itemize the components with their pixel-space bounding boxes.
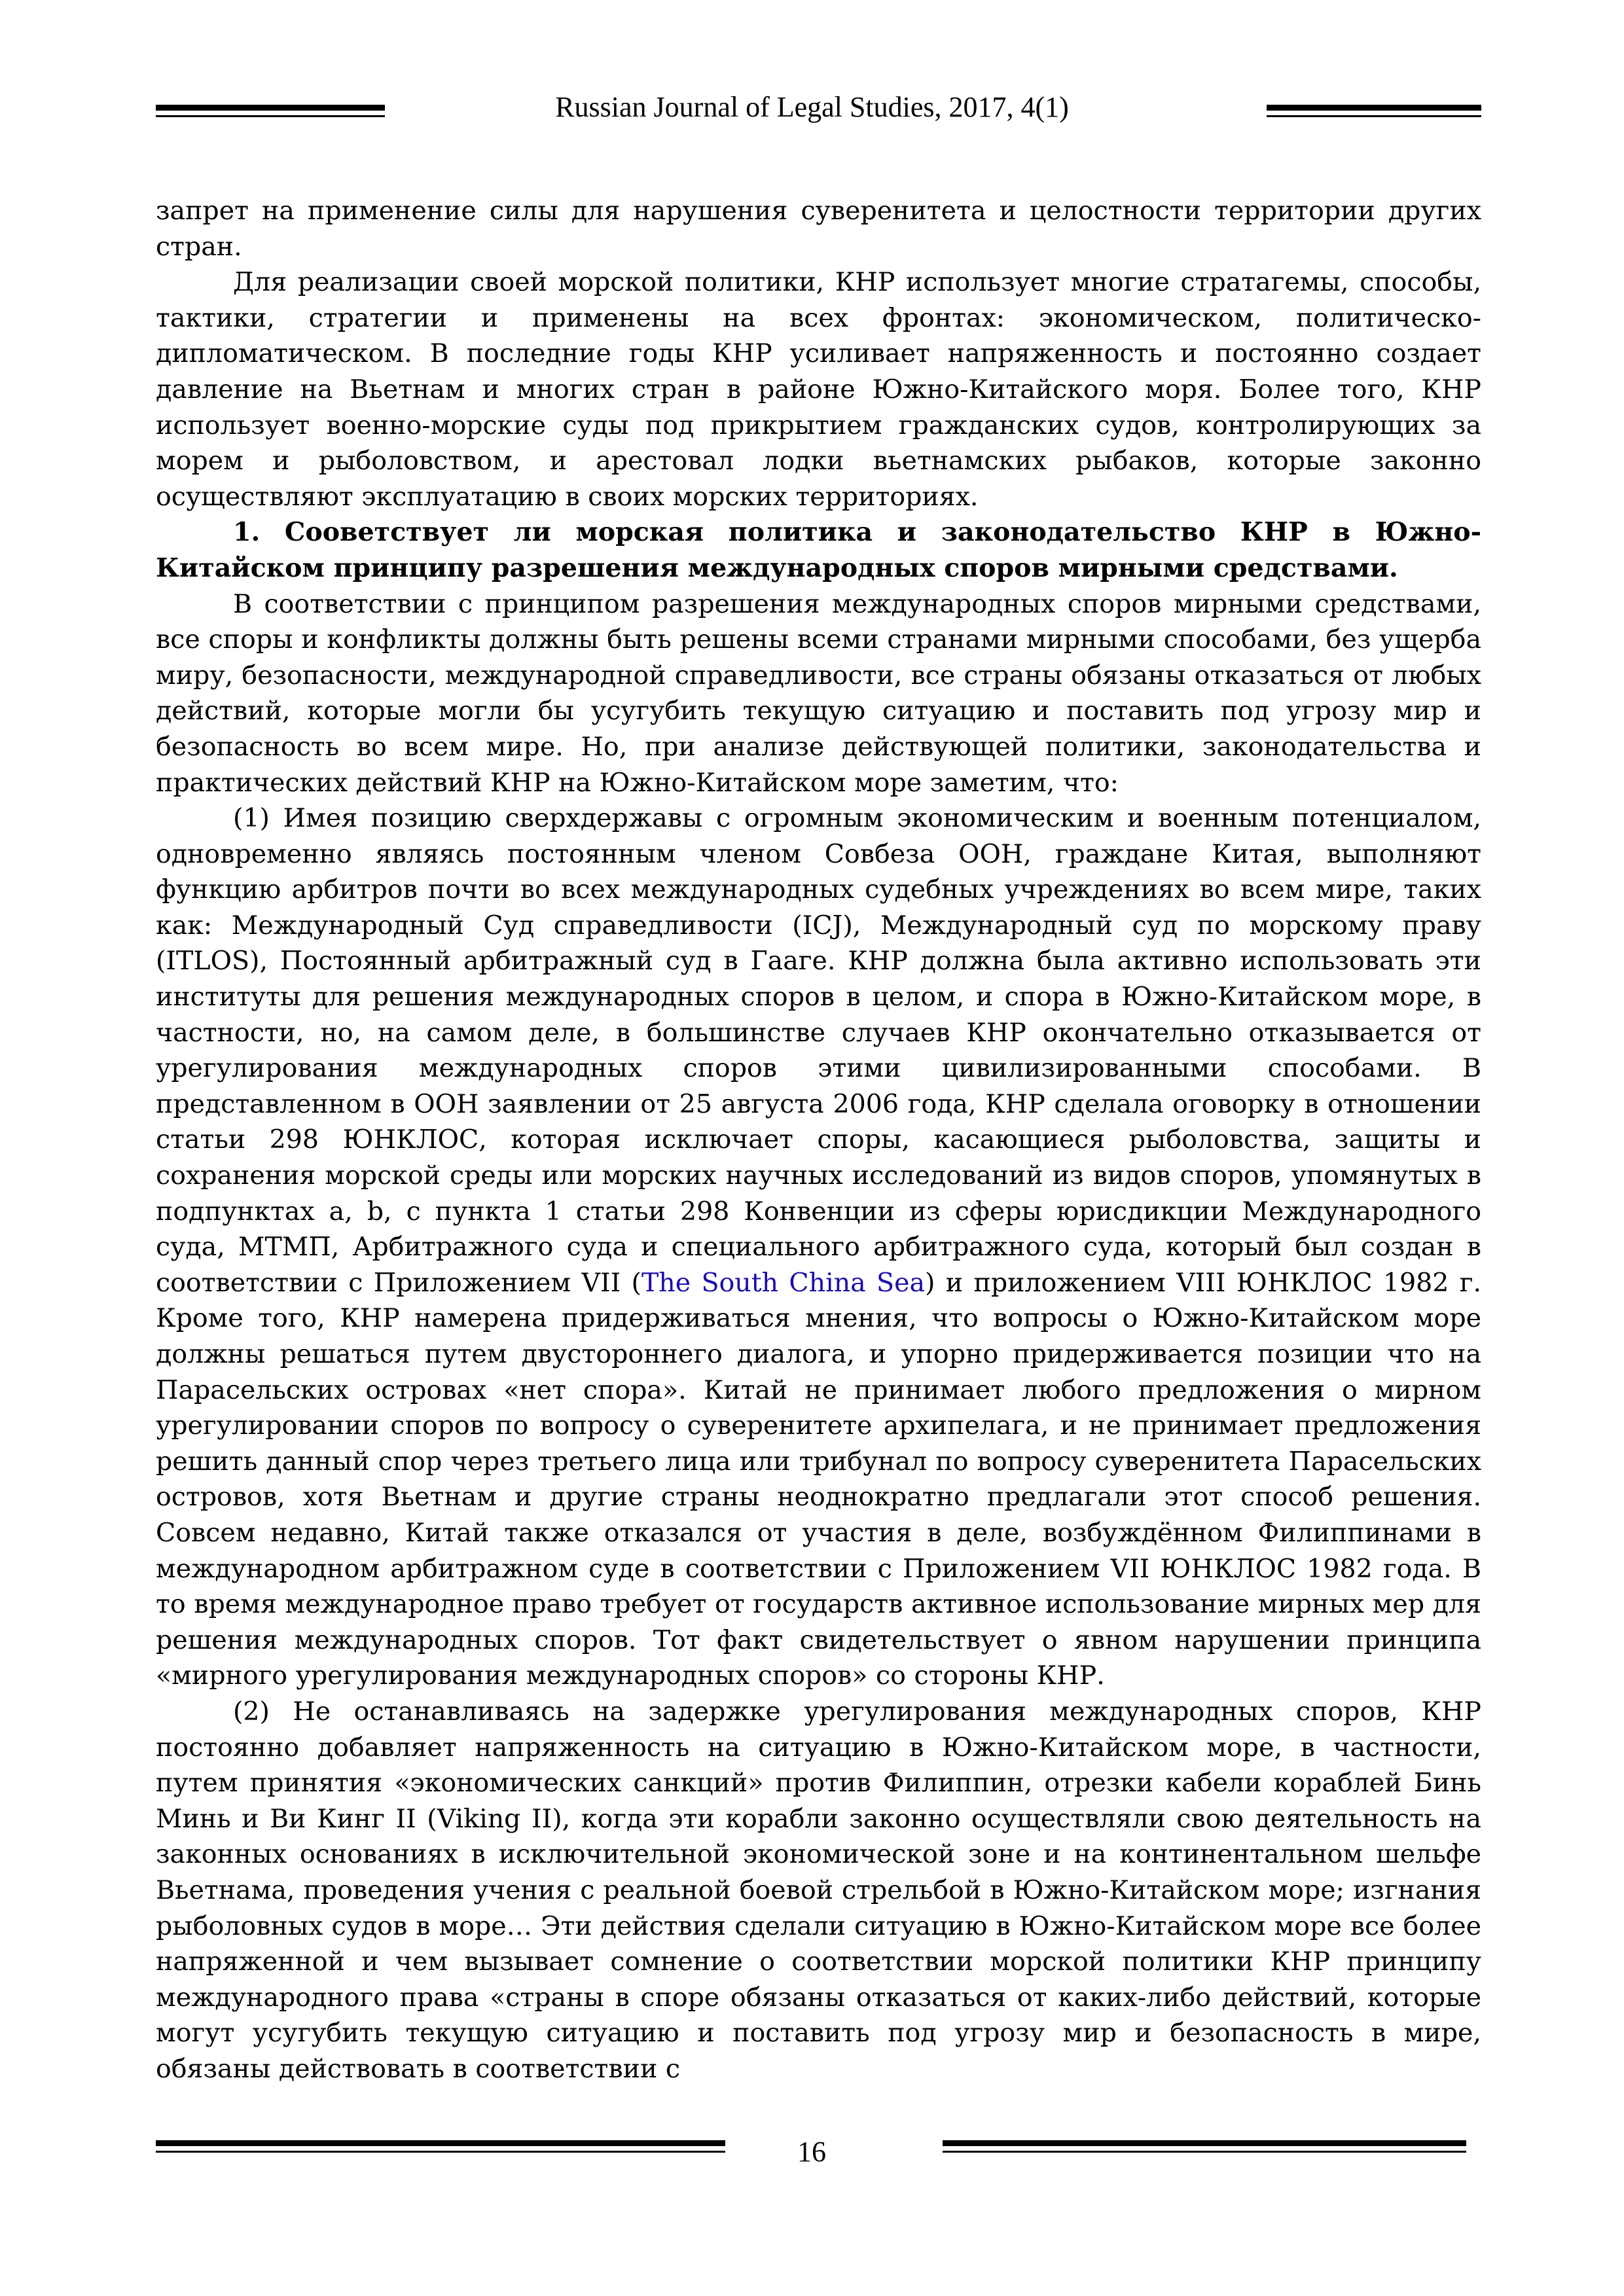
paragraph-4-part-b: ) и приложением VIII ЮНКЛОС 1982 г. Кроме того, КНР намерена придерживаться мнения, что вопросы о Южно-Китайском море должны решаться путем двустороннего диалога, и упорно придерживается позиции что на Парасельских островах «нет спора». Китай не принимает любого предложения о мирном урегулировании споров по вопросу о суверенитете архипелага, и не принимает предложения решить данный спор через третьего лица или трибунал по вопросу суверенитета Парасельских островов, хотя Вьетнам и другие страны неоднократно предлагали этот способ решения. Совсем недавно, Китай также отказался от участия в деле, возбуждённом Филиппинами в международном арбитражном суде в соответствии с Приложением VII ЮНКЛОС 1982 года. В то время международное право требует от государств активное использование мирных мер для решения международных споров. Тот факт свидетельствует о явном нарушении принципа «мирного урегулирования международных споров» со стороны КНР. — [156, 1267, 1482, 1691]
paragraph-5: (2) Не останавливаясь на задержке урегулирования международных споров, КНР постоянно добавляет напряженность на ситуацию в Южно-Китайском море, в частности, путем принятия «экономических санкций» против Филиппин, отрезки кабели кораблей Бинь Минь и Ви Кинг II (Viking II), когда эти корабли законно осуществляли свою деятельность на законных основаниях в исключительной экономической зоне и на континентальном шельфе Вьетнама, проведения учения с реальной боевой стрельбой в Южно-Китайском море; изгнания рыболовных судов в море… Эти действия сделали ситуацию в Южно-Китайском море все более напряженной и чем вызывает сомнение о соответствии морской политики КНР принципу международного права «страны в споре обязаны отказаться от каких-либо действий, которые могут усугубить текущую ситуацию и поставить под угрозу мир и безопасность в мире, обязаны действовать в соответствии с — [156, 1696, 1481, 2084]
paragraph-1: запрет на применение силы для нарушения суверенитета и целостности территории других стран. — [156, 196, 1481, 262]
header-rule-right — [1267, 105, 1481, 117]
footer-rule-left — [156, 2140, 725, 2153]
page-number: 16 — [797, 2136, 826, 2168]
paragraph-4 — [156, 800, 1481, 1694]
south-china-sea-link[interactable]: The South China Sea — [641, 1267, 926, 1298]
section-heading: 1. Сооветствует ли морская политика и законодательство КНР в Южно-Китайском принципу разрешения международных споров мирными средствами. — [156, 517, 1481, 583]
article-body — [156, 193, 1481, 2087]
paragraph-4-part-a: (1) Имея позицию сверхдержавы с огромным экономическим и военным потенциалом, одновременно являясь постоянным членом Совбеза ООН, граждане Китая, выполняют функцию арбитров почти во всех международных судебных учреждениях во всем мире, таких как: Международный Суд справедливости (ICJ), Международный суд по морскому праву (ITLOS), Постоянный арбитражный суд в Гааге. КНР должна была активно использовать эти институты для решения международных споров в целом, и спора в Южно-Китайском море, в частности, но, на самом деле, в большинстве случаев КНР окончательно отказывается от урегулирования международных споров этими цивилизированными способами. В представленном в ООН заявлении от 25 августа 2006 года, КНР сделала оговорку в отношении статьи 298 ЮНКЛОС, которая исключает споры, касающиеся рыболовства, защиты и сохранения морской среды или морских научных исследований из видов споров, упомянутых в подпунктах a, b, с пункта 1 статьи 298 Конвенции из сферы юрисдикции Международного суда, МТМП, Арбитражного суда и специального арбитражного суда, который был создан в соответствии с Приложением VII ( — [156, 803, 1481, 1298]
paragraph-3: В соответствии с принципом разрешения международных споров мирными средствами, все споры и конфликты должны быть решены всеми странами мирными способами, без ущерба миру, безопасности, международной справедливости, все страны обязаны отказаться от любых действий, которые могли бы усугубить текущую ситуацию и поставить под угрозу мир и безопасность во всем мире. Но, при анализе действующей политики, законодательства и практических действий КНР на Южно-Китайском море заметим, что: — [156, 588, 1481, 798]
paragraph-2: Для реализации своей морской политики, КНР использует многие стратагемы, способы, тактики, стратегии и применены на всех фронтах: экономическом, политическо-дипломатическом. В последние годы КНР усиливает напряженность и постоянно создает давление на Вьетнам и многих стран в районе Южно-Китайского моря. Более того, КНР использует военно-морские суды под прикрытием гражданских судов, контролирующих за морем и рыболовством, и арестовал лодки вьетнамских рыбаков, которые законно осуществляют эксплуатацию в своих морских территориях. — [156, 267, 1481, 512]
footer-rule-right — [943, 2140, 1466, 2153]
header-rule-left — [156, 105, 385, 117]
journal-header: Russian Journal of Legal Studies, 2017, 4(1) — [555, 91, 1069, 123]
